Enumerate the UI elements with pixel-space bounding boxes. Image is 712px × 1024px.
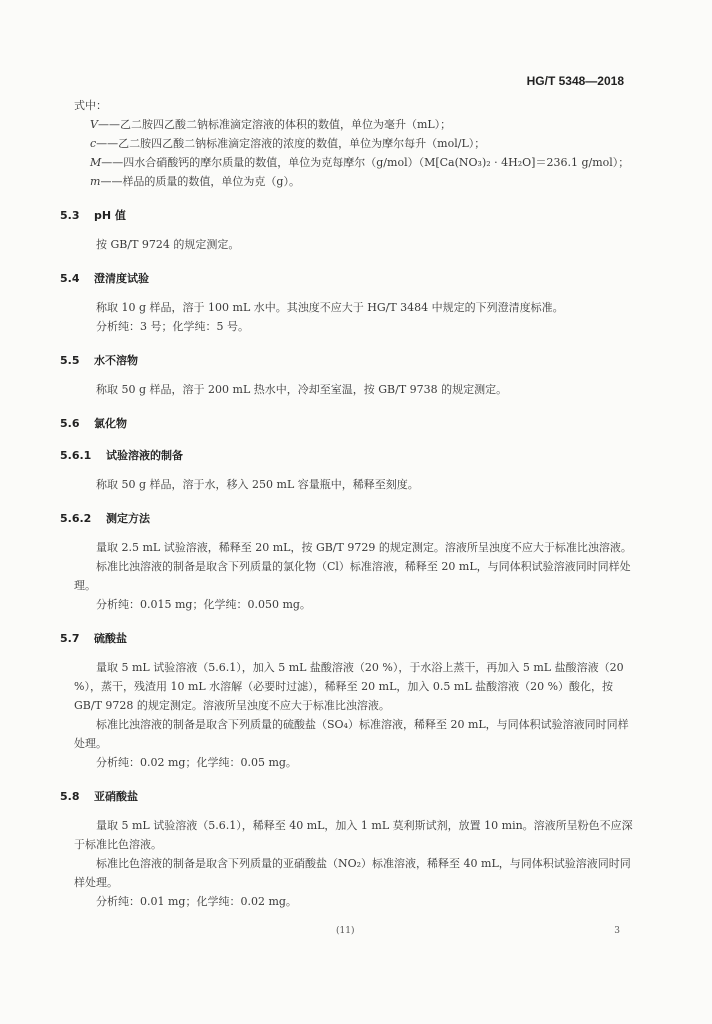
paragraph: 量取 5 mL 试验溶液（5.6.1），加入 5 mL 盐酸溶液（20 %），于水浴上蒸干，再加入 5 mL 盐酸溶液（20 %），蒸干，残渣用 10 mL 水溶解（必要时过滤），稀释至 20 mL，加入 0.5 mL 盐酸溶液（20 %）酸化，按 GB/T 9728 的规定测定。溶液所呈浊度不应大于标准比浊溶液。 bbox=[74, 661, 624, 712]
subsection-heading bbox=[60, 510, 634, 526]
section-title: 亚硝酸盐 bbox=[94, 790, 138, 803]
paragraph: 标准比色溶液的制备是取含下列质量的亚硝酸盐（NO₂）标准溶液，稀释至 40 mL，与同体积试验溶液同时同样处理。 bbox=[74, 857, 631, 889]
standard-number: HG/T 5348—2018 bbox=[526, 74, 624, 88]
variable-description: ——样品的质量的数值，单位为克（g）。 bbox=[100, 175, 300, 188]
section-heading bbox=[60, 270, 634, 286]
footer-code: (11) bbox=[336, 926, 355, 936]
paragraph: 量取 2.5 mL 试验溶液，稀释至 20 mL，按 GB/T 9729 的规定测定。溶液所呈浊度不应大于标准比浊溶液。 bbox=[96, 541, 632, 554]
paragraph: 分析纯：0.01 mg；化学纯：0.02 mg。 bbox=[96, 895, 297, 908]
section-number: 5.7 bbox=[60, 632, 80, 645]
variable-symbol: M bbox=[90, 156, 102, 169]
paragraph: 称取 50 g 样品，溶于 200 mL 热水中，冷却至室温，按 GB/T 9738 的规定测定。 bbox=[96, 383, 508, 396]
variable-definition bbox=[88, 172, 634, 191]
variable-description: ——乙二胺四乙酸二钠标准滴定溶液的浓度的数值，单位为摩尔每升（mol/L）； bbox=[96, 137, 486, 150]
section-title: 硫酸盐 bbox=[94, 632, 127, 645]
section-title: 水不溶物 bbox=[94, 354, 138, 367]
section-title: 澄清度试验 bbox=[94, 272, 149, 285]
section-heading bbox=[60, 630, 634, 646]
section-number: 5.5 bbox=[60, 354, 80, 367]
variable-symbol: m bbox=[90, 175, 101, 188]
where-label: 式中： bbox=[74, 99, 107, 112]
variable-list bbox=[74, 115, 634, 191]
section-title: 氯化物 bbox=[94, 417, 127, 430]
section-heading bbox=[60, 788, 634, 804]
section-title: 测定方法 bbox=[106, 512, 150, 525]
section-number: 5.6.2 bbox=[60, 512, 92, 525]
paragraph: 称取 50 g 样品，溶于水，移入 250 mL 容量瓶中，稀释至刻度。 bbox=[96, 478, 419, 491]
variable-description: ——乙二胺四乙酸二钠标准滴定溶液的体积的数值，单位为毫升（mL）； bbox=[97, 118, 452, 131]
paragraph: 分析纯：3 号；化学纯：5 号。 bbox=[96, 320, 249, 333]
variable-definition bbox=[88, 134, 634, 153]
section-heading bbox=[60, 352, 634, 368]
page-number: 3 bbox=[614, 926, 620, 936]
paragraph: 分析纯：0.02 mg；化学纯：0.05 mg。 bbox=[96, 756, 297, 769]
subsection-heading bbox=[60, 447, 634, 463]
section-number: 5.6 bbox=[60, 417, 80, 430]
paragraph: 标准比浊溶液的制备是取含下列质量的硫酸盐（SO₄）标准溶液，稀释至 20 mL，与同体积试验溶液同时同样处理。 bbox=[74, 718, 629, 750]
variable-definition bbox=[88, 153, 634, 172]
section-title: 试验溶液的制备 bbox=[106, 449, 183, 462]
variable-symbol: V bbox=[90, 118, 98, 131]
section-heading bbox=[60, 415, 634, 431]
section-title: pH 值 bbox=[94, 209, 126, 222]
paragraph: 标准比浊溶液的制备是取含下列质量的氯化物（Cl）标准溶液，稀释至 20 mL，与同体积试验溶液同时同样处理。 bbox=[74, 560, 631, 592]
variable-definition bbox=[88, 115, 634, 134]
section-number: 5.8 bbox=[60, 790, 80, 803]
document-body bbox=[60, 96, 634, 911]
variable-symbol: c bbox=[90, 137, 97, 150]
paragraph: 称取 10 g 样品，溶于 100 mL 水中。其浊度不应大于 HG/T 3484 中规定的下列澄清度标准。 bbox=[96, 301, 564, 314]
variable-description: ——四水合硝酸钙的摩尔质量的数值，单位为克每摩尔（g/mol）（M[Ca(NO₃)₂ · 4H₂O]＝236.1 g/mol）； bbox=[101, 156, 630, 169]
section-number: 5.6.1 bbox=[60, 449, 92, 462]
section-number: 5.4 bbox=[60, 272, 80, 285]
paragraph: 量取 5 mL 试验溶液（5.6.1），稀释至 40 mL，加入 1 mL 莫利斯试剂，放置 10 min。溶液所呈粉色不应深于标准比色溶液。 bbox=[74, 819, 633, 851]
paragraph: 按 GB/T 9724 的规定测定。 bbox=[96, 238, 240, 251]
paragraph: 分析纯：0.015 mg；化学纯：0.050 mg。 bbox=[96, 598, 311, 611]
section-heading bbox=[60, 207, 634, 223]
section-number: 5.3 bbox=[60, 209, 80, 222]
